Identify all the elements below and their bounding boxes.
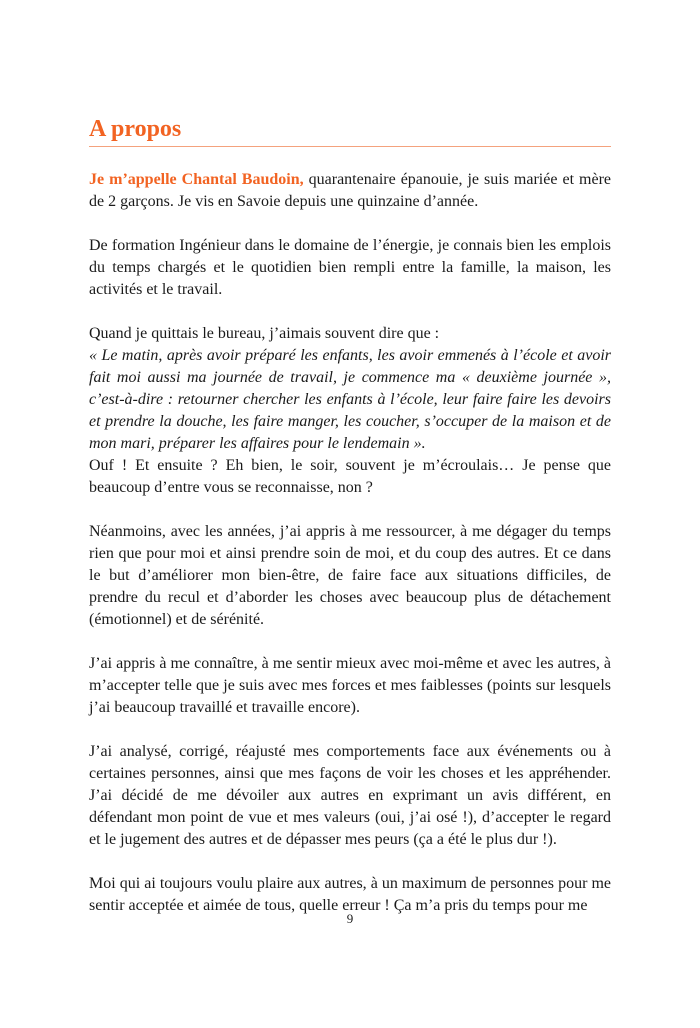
- quote-intro: Quand je quittais le bureau, j’aimais souvent dire que :: [89, 325, 440, 342]
- page-content: [89, 112, 611, 917]
- paragraph-self-knowledge: J’ai appris à me connaître, à me sentir mieux avec moi-même et avec les autres, à m’accepter telle que je suis avec mes forces et mes faiblesses (points sur lesquels j’ai beaucoup travaillé et travaille encore).: [89, 655, 611, 716]
- title-underline: [89, 146, 611, 147]
- paragraph-analysis: J’ai analysé, corrigé, réajusté mes comportements face aux événements ou à certaines personnes, ainsi que mes façons de voir les choses et les appréhender. J’ai décidé de me dévoiler aux autres en exprimant un avis différent, en défendant mon point de vue et mes valeurs (oui, j’ai osé !), d’accepter le regard et le jugement des autres et de dépasser mes peurs (ça a été le plus dur !).: [89, 743, 611, 848]
- paragraph-please-others: Moi qui ai toujours voulu plaire aux autres, à un maximum de personnes pour me sentir acceptée et aimée de tous, quelle erreur ! Ça m’a pris du temps pour me: [89, 875, 611, 914]
- quote-after: Ouf ! Et ensuite ? Eh bien, le soir, souvent je m’écroulais… Je pense que beaucoup d’entre vous se reconnaisse, non ?: [89, 457, 611, 496]
- quote-section: [89, 323, 611, 499]
- page-title: A propos: [89, 116, 182, 142]
- intro-text: quarantenaire épanouie, je suis mariée et mère de 2 garçons. Je vis en Savoie depuis une quinzaine d’année.: [89, 171, 611, 210]
- intro-paragraph: [89, 169, 611, 213]
- paragraph-training: De formation Ingénieur dans le domaine de l’énergie, je connais bien les emplois du temps chargés et le quotidien bien rempli entre la famille, la maison, les activités et le travail.: [89, 237, 611, 298]
- author-name-lead: Je m’appelle Chantal Baudoin,: [89, 171, 304, 188]
- paragraph-resource: Néanmoins, avec les années, j’ai appris à me ressourcer, à me dégager du temps rien que pour moi et ainsi prendre soin de moi, et du coup des autres. Et ce dans le but d’améliorer mon bien-être, de faire face aux situations difficiles, de prendre du recul et d’aborder les choses avec beaucoup plus de détachement (émotionnel) et de sérénité.: [89, 523, 611, 628]
- page-number: 9: [346, 911, 354, 926]
- quote-text: « Le matin, après avoir préparé les enfants, les avoir emmenés à l’école et avoir fait moi aussi ma journée de travail, je commence ma « deuxième journée », c’est-à-dire : retourner chercher les enfants à l’école, leur faire faire les devoirs et prendre la douche, les faire manger, les coucher, s’occuper de la maison et de mon mari, préparer les affaires pour le lendemain ».: [89, 347, 611, 452]
